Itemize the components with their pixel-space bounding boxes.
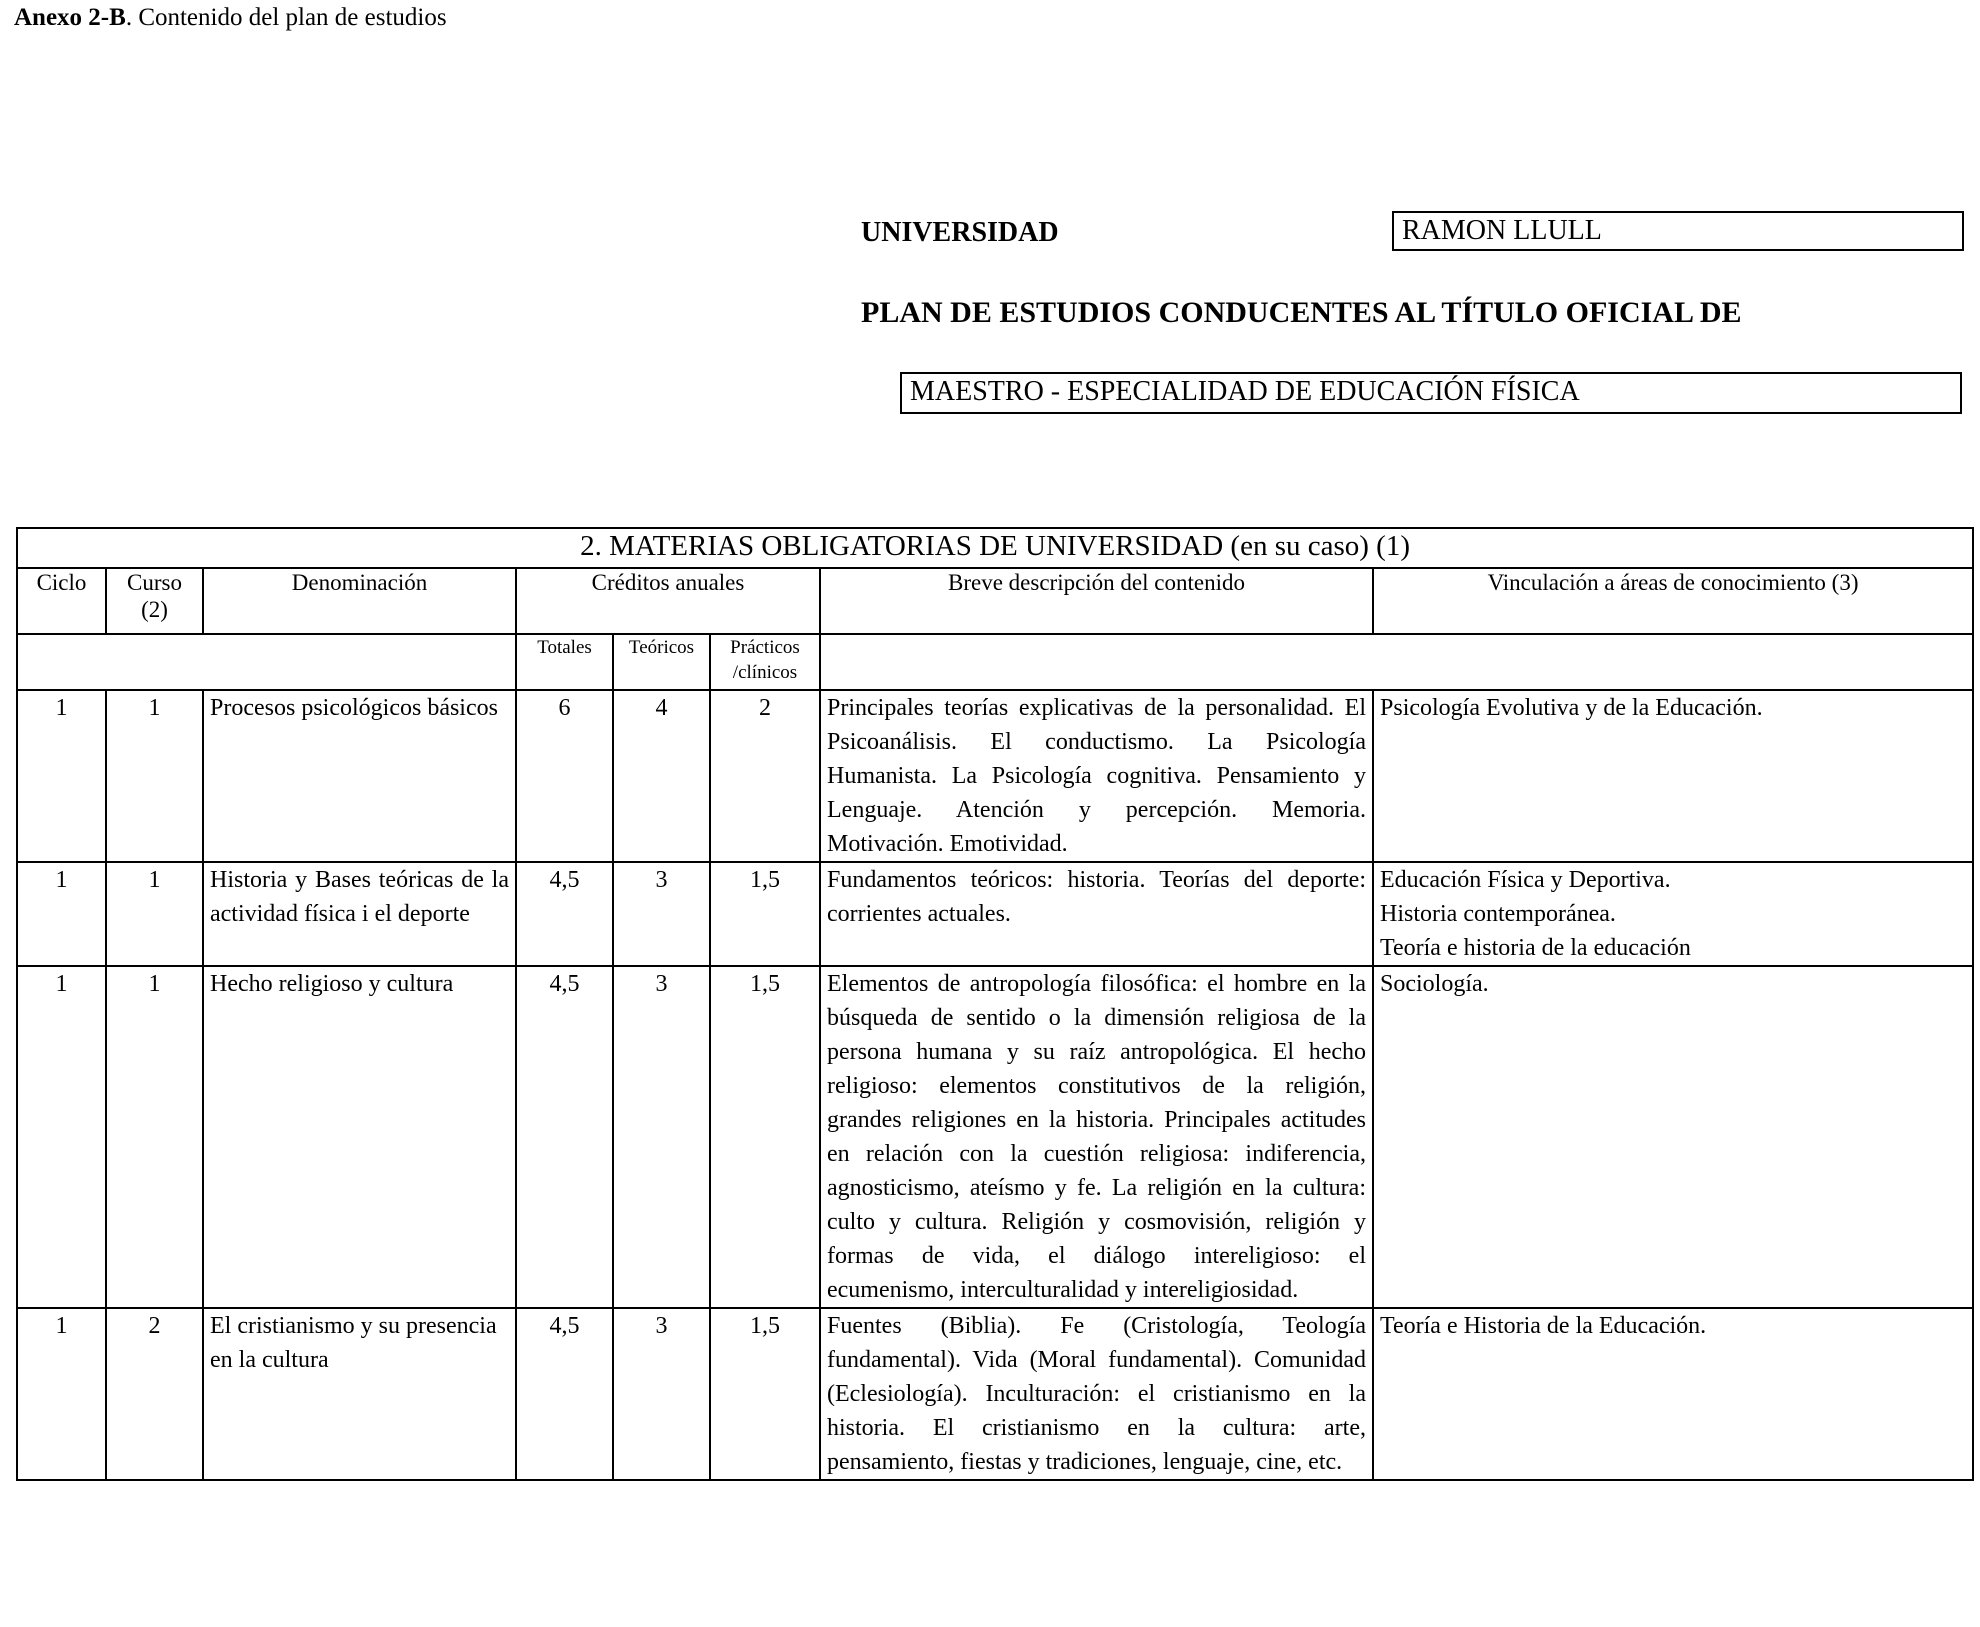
table-row (17, 1308, 1973, 1480)
cell-ciclo: 1 (17, 1308, 106, 1480)
plan-title: PLAN DE ESTUDIOS CONDUCENTES AL TÍTULO OFICIAL DE (861, 296, 1742, 329)
cell-ciclo: 1 (17, 862, 106, 966)
subheader-blank-left (17, 634, 516, 690)
cell-teoricos: 3 (613, 966, 710, 1308)
cell-practicos: 1,5 (710, 862, 820, 966)
cell-curso: 1 (106, 862, 203, 966)
degree-value-box: MAESTRO - ESPECIALIDAD DE EDUCACIÓN FÍSICA (900, 372, 1962, 414)
header-ciclo: Ciclo (17, 568, 106, 634)
cell-practicos: 1,5 (710, 966, 820, 1308)
header-descripcion: Breve descripción del contenido (820, 568, 1373, 634)
cell-totales: 4,5 (516, 966, 613, 1308)
cell-descripcion: Principales teorías explicativas de la personalidad. El Psicoanálisis. El conductismo. La Psicología Humanista. La Psicología cognitiva. Pensamiento y Lenguaje. Atención y percepción. Memoria. Motivación. Emotividad. (820, 690, 1373, 862)
university-value-box: RAMON LLULL (1392, 211, 1964, 251)
cell-ciclo: 1 (17, 690, 106, 862)
annex-text: . Contenido del plan de estudios (125, 4, 447, 31)
area-line: Teoría e Historia de la Educación. (1380, 1313, 1707, 1339)
university-label: UNIVERSIDAD (861, 217, 1059, 248)
cell-descripcion: Fuentes (Biblia). Fe (Cristología, Teología fundamental). Vida (Moral fundamental). Comunidad (Eclesiología). Inculturación: el cristianismo en la historia. El cristianismo en la cultura: arte, pensamiento, fiestas y tradiciones, lenguaje, cine, etc. (820, 1308, 1373, 1480)
header-vinculacion: Vinculación a áreas de conocimiento (3) (1373, 568, 1973, 634)
cell-areas (1373, 690, 1973, 862)
cell-totales: 4,5 (516, 862, 613, 966)
cell-denominacion: Historia y Bases teóricas de la actividad física i el deporte (203, 862, 516, 966)
header-creditos: Créditos anuales (516, 568, 820, 634)
cell-curso: 1 (106, 966, 203, 1308)
header-curso: Curso (2) (106, 568, 203, 634)
cell-areas (1373, 1308, 1973, 1480)
cell-descripcion: Elementos de antropología filosófica: el hombre en la búsqueda de sentido o la dimensión religiosa de la persona humana y su raíz antropológica. El hecho religioso: elementos constitutivos de la religión, grandes religiones en la historia. Principales actitudes en relación con la cuestión religiosa: indiferencia, agnosticismo, ateísmo y fe. La religión en la cultura: culto y cultura. Religión y cosmovisión, religión y formas de vida, el diálogo intereligioso: el ecumenismo, interculturalidad y intereligiosidad. (820, 966, 1373, 1308)
subjects-table (16, 527, 1974, 1481)
header-teoricos: Teóricos (613, 634, 710, 690)
cell-teoricos: 4 (613, 690, 710, 862)
table-row (17, 966, 1973, 1308)
header-practicos: Prácticos /clínicos (710, 634, 820, 690)
cell-denominacion: El cristianismo y su presencia en la cultura (203, 1308, 516, 1480)
cell-teoricos: 3 (613, 1308, 710, 1480)
cell-denominacion: Procesos psicológicos básicos (203, 690, 516, 862)
table-row (17, 862, 1973, 966)
cell-practicos: 2 (710, 690, 820, 862)
cell-curso: 1 (106, 690, 203, 862)
cell-totales: 6 (516, 690, 613, 862)
area-line: Historia contemporánea. (1380, 901, 1616, 927)
annex-caption (14, 4, 447, 32)
cell-curso: 2 (106, 1308, 203, 1480)
cell-practicos: 1,5 (710, 1308, 820, 1480)
subheader-blank-right (820, 634, 1973, 690)
area-line: Educación Física y Deportiva. (1380, 867, 1671, 893)
cell-denominacion: Hecho religioso y cultura (203, 966, 516, 1308)
header-totales: Totales (516, 634, 613, 690)
cell-teoricos: 3 (613, 862, 710, 966)
header-denominacion: Denominación (203, 568, 516, 634)
table-row (17, 690, 1973, 862)
cell-totales: 4,5 (516, 1308, 613, 1480)
area-line: Psicología Evolutiva y de la Educación. (1380, 695, 1763, 721)
cell-areas (1373, 966, 1973, 1308)
cell-descripcion: Fundamentos teóricos: historia. Teorías del deporte: corrientes actuales. (820, 862, 1373, 966)
table-title: 2. MATERIAS OBLIGATORIAS DE UNIVERSIDAD (en su caso) (1) (17, 528, 1973, 568)
annex-prefix: Anexo 2-B (14, 4, 126, 31)
cell-areas (1373, 862, 1973, 966)
cell-ciclo: 1 (17, 966, 106, 1308)
area-line: Teoría e historia de la educación (1380, 935, 1691, 961)
area-line: Sociología. (1380, 971, 1489, 997)
